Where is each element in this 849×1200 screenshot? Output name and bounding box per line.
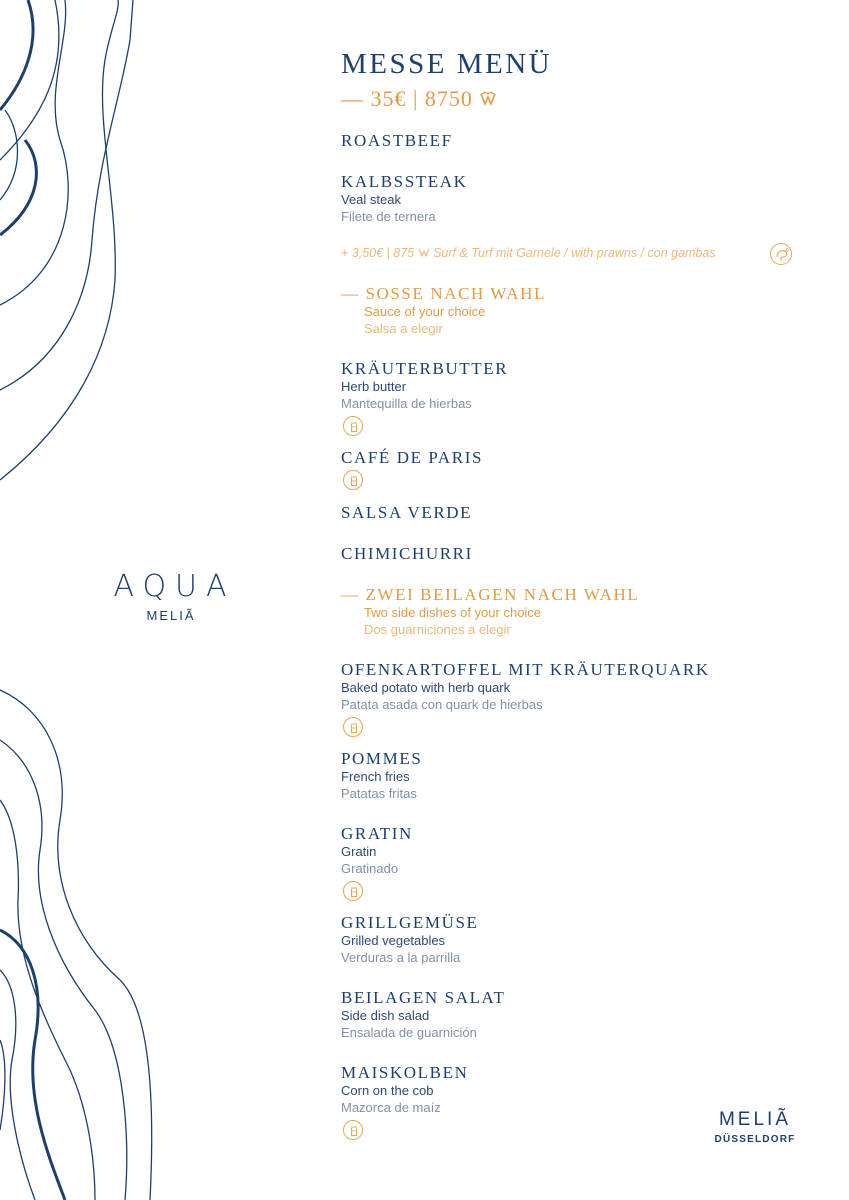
item-ofenkartoffel: OFENKARTOFFEL MIT KRÄUTERQUARK [341, 660, 710, 679]
melia-dusseldorf-logo [700, 1108, 810, 1145]
item-chimichurri: CHIMICHURRI [341, 544, 473, 563]
wave-line [0, 1040, 5, 1130]
milk-jar-icon [343, 881, 363, 901]
item-cafe-de-paris: CAFÉ DE PARIS [341, 448, 484, 467]
wave-line [0, 0, 133, 390]
item-pommes: POMMES [341, 749, 423, 768]
sauce-section-es: Salsa a elegir [364, 321, 443, 336]
sauce-section-en: Sauce of your choice [364, 304, 486, 319]
points-icon [418, 247, 430, 258]
wave-line [0, 930, 65, 1200]
surcharge-price: + 3,50€ | 875 [341, 246, 415, 260]
wave-line [0, 0, 59, 160]
item-salsa-verde: SALSA VERDE [341, 503, 473, 522]
sides-section-heading: — ZWEI BEILAGEN NACH WAHL [341, 585, 640, 604]
item-gratin: GRATIN [341, 824, 413, 843]
item-maiskolben-es: Mazorca de maíz [341, 1100, 441, 1115]
item-kalbssteak-es: Filete de ternera [341, 209, 436, 224]
item-maiskolben: MAISKOLBEN [341, 1063, 469, 1082]
milk-jar-icon [343, 470, 363, 490]
wave-line [0, 110, 18, 200]
item-ofenkartoffel-es: Patata asada con quark de hierbas [341, 697, 543, 712]
milk-jar-icon [343, 416, 363, 436]
item-pommes-en: French fries [341, 769, 410, 784]
item-gratin-en: Gratin [341, 844, 377, 859]
item-ofenkartoffel-en: Baked potato with herb quark [341, 680, 511, 695]
melia-wordmark: MELIÃ [718, 1109, 792, 1130]
wave-line [0, 0, 33, 110]
aqua-sub-wordmark: MELIÃ [146, 608, 196, 623]
surcharge-description: Surf & Turf mit Garnele / with prawns / con gambas [433, 246, 716, 260]
wave-line [0, 690, 152, 1200]
wave-line [0, 740, 127, 1200]
menu-title: MESSE MENÜ [341, 48, 553, 80]
item-kraeuterbutter-es: Mantequilla de hierbas [341, 396, 472, 411]
aqua-wordmark: AQUA [113, 569, 236, 604]
sides-section-es: Dos guarniciones a elegir [364, 622, 511, 637]
item-gratin-es: Gratinado [341, 861, 399, 876]
item-grillgemuese-es: Verduras a la parrilla [341, 950, 461, 965]
sauce-section-heading: — SOSSE NACH WAHL [341, 284, 546, 303]
item-kalbssteak-en: Veal steak [341, 192, 401, 207]
item-kraeuterbutter: KRÄUTERBUTTER [341, 359, 509, 378]
milk-jar-icon [343, 717, 363, 737]
prawn-icon [770, 243, 792, 265]
item-grillgemuese-en: Grilled vegetables [341, 933, 446, 948]
sides-section-en: Two side dishes of your choice [364, 605, 542, 620]
item-beilagen-salat-en: Side dish salad [341, 1008, 430, 1023]
item-beilagen-salat: BEILAGEN SALAT [341, 988, 506, 1007]
points-icon [479, 91, 497, 107]
item-grillgemuese: GRILLGEMÜSE [341, 913, 479, 932]
item-beilagen-salat-es: Ensalada de guarnición [341, 1025, 477, 1040]
city-wordmark: DÜSSELDORF [714, 1134, 796, 1145]
item-kraeuterbutter-en: Herb butter [341, 379, 407, 394]
item-roastbeef: ROASTBEEF [341, 131, 453, 150]
milk-jar-icon [343, 1120, 363, 1140]
menu-price [341, 86, 497, 112]
item-maiskolben-en: Corn on the cob [341, 1083, 434, 1098]
item-kalbssteak: KALBSSTEAK [341, 172, 468, 191]
aqua-logo [100, 570, 240, 623]
surcharge-note [341, 245, 716, 261]
menu-price-text: — 35€ | 8750 [341, 86, 473, 111]
item-pommes-es: Patatas fritas [341, 786, 417, 801]
